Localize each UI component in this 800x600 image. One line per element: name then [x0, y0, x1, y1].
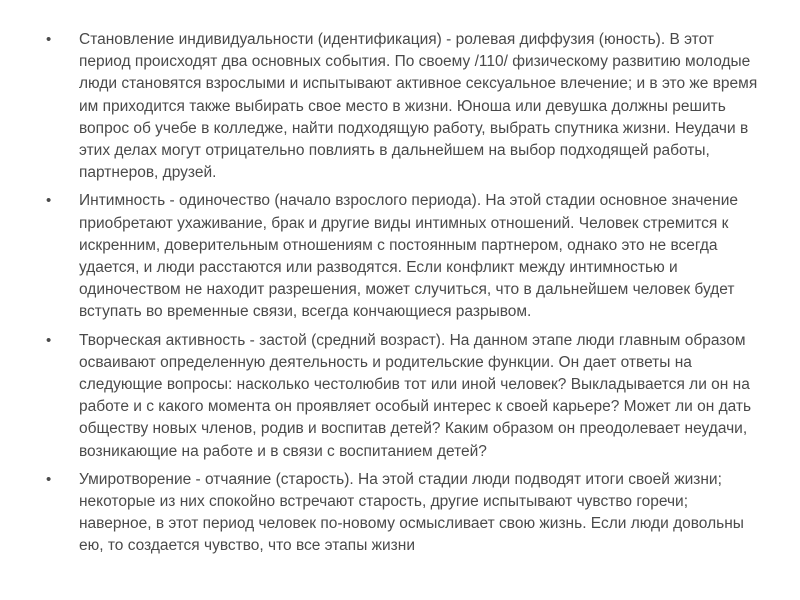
bullet-icon: • [46, 192, 52, 210]
list-item [0, 190, 800, 323]
bullet-icon: • [46, 31, 52, 48]
list-item [0, 330, 800, 463]
paragraph-text: Творческая активность - застой (средний возраст). На данном этапе люди главным образом осваивают определенную деятельность и родительские функции. Он дает ответы на следующие вопросы: насколько честолюбив тот или иной человек? Выкладывается ли он на работе и с какого момента он проявляет особый интерес к своей карьере? Может ли он дать обществу новых членов, родив и воспитав детей? Каким образом он преодолевает неудачи, возникающие на работе и в связи с воспитанием детей? [79, 331, 752, 460]
paragraph-text: Интимность - одиночество (начало взрослого периода). На этой стадии основное значение приобретают ухаживание, брак и другие виды интимных отношений. Человек стремится к искренним, доверительным отношениям с постоянным партнером, однако это не всегда удается, и люди расстаются или разводятся. Если конфликт между интимностью и одиночеством не находит разрешения, может случиться, что в дальнейшем человек будет вступать во временные связи, всегда кончающиеся разрывом. [79, 192, 738, 321]
bullet-icon: • [46, 331, 52, 349]
paragraph-text: Умиротворение - отчаяние (старость). На этой стадии люди подводят итоги своей жизни; некоторые из них спокойно встречают старость, другие испытывают чувство горечи; наверное, в этот период человек по-новому осмысливает свою жизнь. Если люди довольны ею, то создается чувство, что все этапы жизни [79, 470, 744, 555]
bullet-list [0, 29, 800, 564]
bullet-icon: • [46, 470, 52, 488]
list-item [0, 469, 800, 558]
paragraph-text: Становление индивидуальности (идентификация) - ролевая диффузия (юность). В этот период происходят два основных события. По своему /110/ физическому развитию молодые люди становятся взрослыми и испытывают активное сексуальное влечение; и в это же время им приходится также выбирать свое место в жизни. Юноша или девушка должны решить вопрос об учебе в колледже, найти подходящую работу, выбрать спутника жизни. Неудачи в этих делах могут отрицательно повлиять в дальнейшем на выбор подходящей работы, партнеров, друзей. [79, 31, 758, 182]
list-item [0, 29, 800, 184]
